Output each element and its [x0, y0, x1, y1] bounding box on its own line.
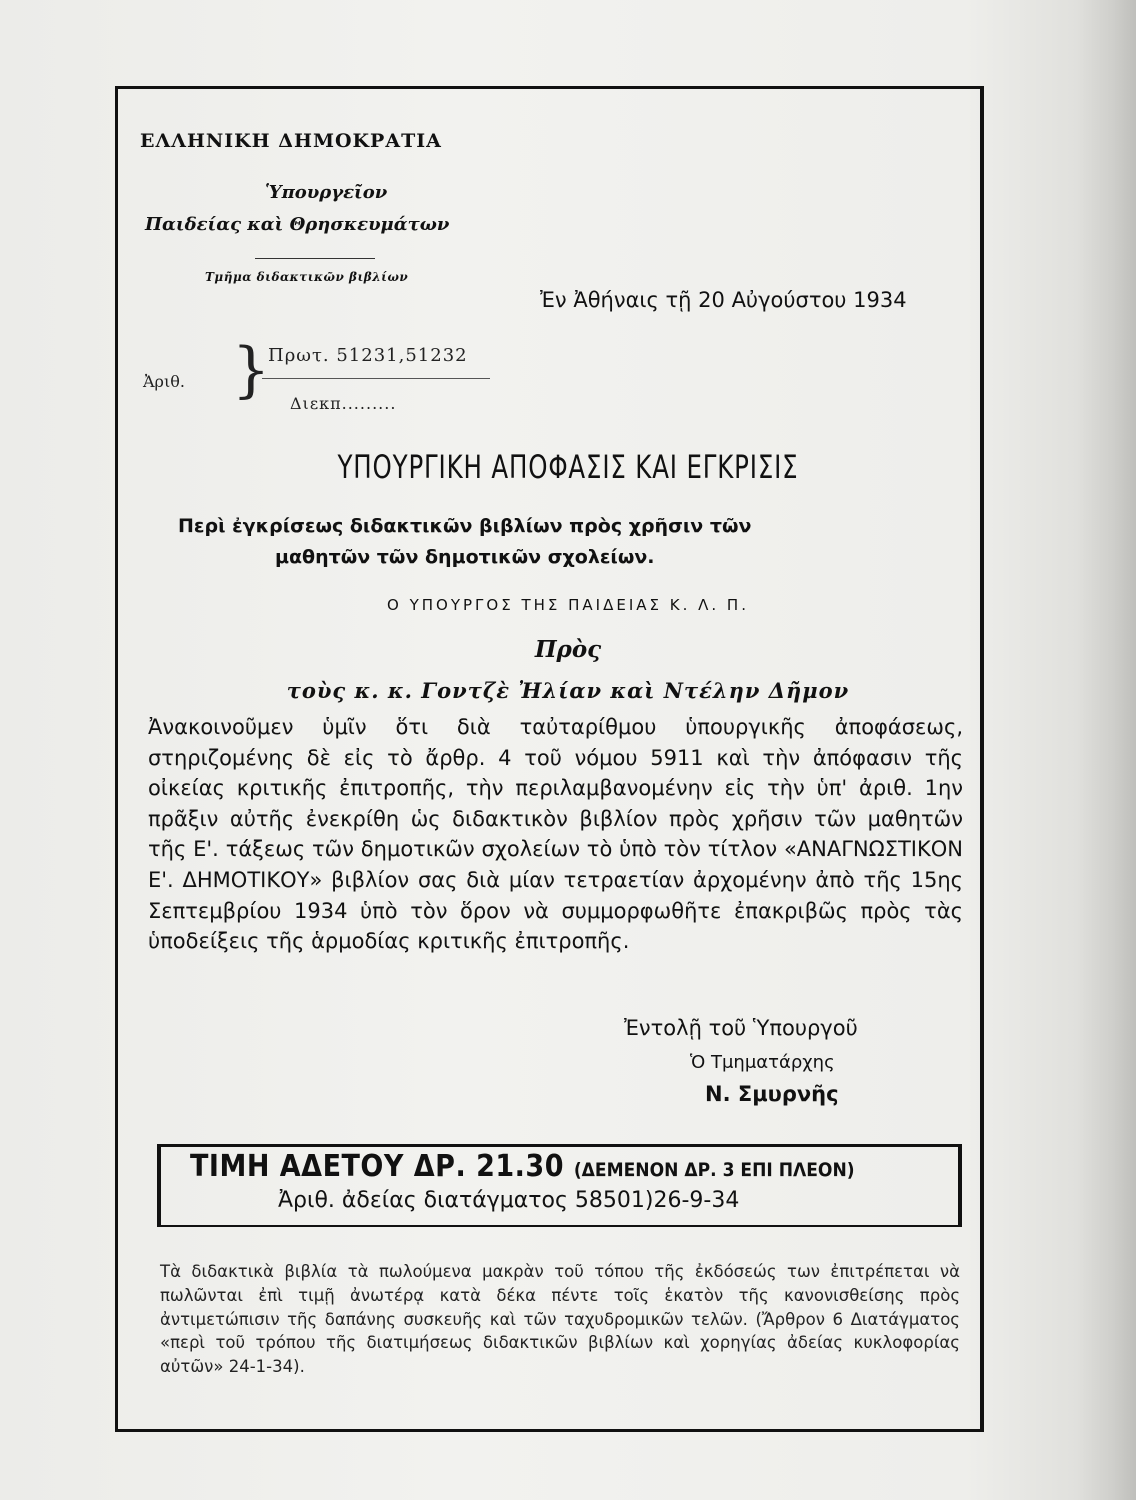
subject-line-1: Περὶ ἐγκρίσεως διδακτικῶν βιβλίων πρὸς χρῆσιν τῶν [178, 515, 752, 537]
footer-note: Τὰ διδακτικὰ βιβλία τὰ πωλούμενα μακρὰν τοῦ τόπου τῆς ἐκδόσεώς των ἐπιτρέπεται νὰ πωλῶνται ἐπὶ τιμῇ ἀνωτέρᾳ κατὰ δέκα πέντε τοῖς ἑκατὸν τῆς κανονισθείσης πρὸς ἀντιμετώπισιν τῆς δαπάνης συσκευῆς καὶ τῶν ταχυδρομικῶν τελῶν. (Ἄρθρον 6 Διατάγματος «περὶ τοῦ τρόπου τῆς διατιμήσεως διδακτικῶν βιβλίων καὶ χορηγίας ἀδείας κυκλοφορίας αὐτῶν» 24-1-34). [160, 1262, 960, 1377]
to-label: Πρὸς [534, 636, 602, 663]
decision-body: Ἀνακοινοῦμεν ὑμῖν ὅτι διὰ ταὐταρίθμου ὑπουργικῆς ἀποφάσεως, στηριζομένης δὲ εἰς τὸ ἄρθρ. 4 τοῦ νόμου 5911 καὶ τὴν ἀπόφασιν τῆς οἰκείας κριτικῆς ἐπιτροπῆς, τὴν περιλαμβανομένην εἰς τὴν ὑπ' ἀριθ. 1ην πρᾶξιν αὐτῆς ἐνεκρίθη ὡς διδακτικὸν βιβλίον πρὸς χρῆσιν τῶν μαθητῶν τῆς Ε'. τάξεως τῶν δημοτικῶν σχολείων τὸ ὑπὸ τὸν τίτλον «ΑΝΑΓΝΩΣΤΙΚΟΝ Ε'. ΔΗΜΟΤΙΚΟΥ» βιβλίον σας διὰ μίαν τετραετίαν ἀρχομένην ἀπὸ τῆς 15ης Σεπτεμβρίου 1934 ὑπὸ τὸν ὅρον νὰ συμμορφωθῆτε ἐπακριβῶς πρὸς τὰς ὑποδείξεις τῆς ἁρμοδίας κριτικῆς ἐπιτροπῆς. [148, 715, 963, 954]
header-divider [255, 258, 375, 259]
permit-number: Ἀριθ. ἀδείας διατάγματος 58501)26-9-34 [278, 1188, 740, 1213]
ministry-line-2: Παιδείας καὶ Θρησκευμάτων [145, 214, 450, 235]
reference-label: Ἀριθ. [143, 372, 185, 391]
minister-line: Ο ΥΠΟΥΡΓΟΣ ΤΗΣ ΠΑΙΔΕΙΑΣ Κ. Λ. Π. [387, 596, 749, 614]
recipients-line: τοὺς κ. κ. Γοντζὲ Ἠλίαν καὶ Ντέλην Δῆμον [286, 678, 850, 703]
reference-divider [262, 378, 490, 379]
signature-order: Ἐντολῇ τοῦ Ὑπουργοῦ [624, 1016, 858, 1040]
decision-heading: ΥΠΟΥΡΓΙΚΗ ΑΠΟΦΑΣΙΣ ΚΑΙ ΕΓΚΡΙΣΙΣ [337, 448, 799, 486]
department-line: Τμῆμα διδακτικῶν βιβλίων [205, 270, 409, 284]
signature-role: Ὁ Τμηματάρχης [690, 1052, 835, 1073]
signature-name: Ν. Σμυρνῆς [705, 1082, 839, 1106]
ministry-line-1: Ὑπουργεῖον [265, 182, 388, 203]
document-date: Ἐν Ἀθήναις τῇ 20 Αὐγούστου 1934 [540, 288, 907, 312]
price-main [190, 1149, 855, 1184]
price-main-label: ΤΙΜΗ ΑΔΕΤΟΥ ΔΡ. 21.30 [190, 1149, 564, 1184]
price-bound-note: (ΔΕΜΕΝΟΝ ΔΡ. 3 ΕΠΙ ΠΛΕΟΝ) [573, 1159, 855, 1181]
subject-line-2: μαθητῶν τῶν δημοτικῶν σχολείων. [275, 546, 655, 568]
reference-brace: } [232, 335, 271, 405]
protocol-number: Πρωτ. 51231,51232 [268, 345, 468, 366]
page-edge-shadow [1076, 0, 1136, 1500]
diekp-number: Διεκπ......... [290, 394, 397, 413]
republic-header: ΕΛΛΗΝΙΚΗ ΔΗΜΟΚΡΑΤΙΑ [140, 130, 442, 152]
